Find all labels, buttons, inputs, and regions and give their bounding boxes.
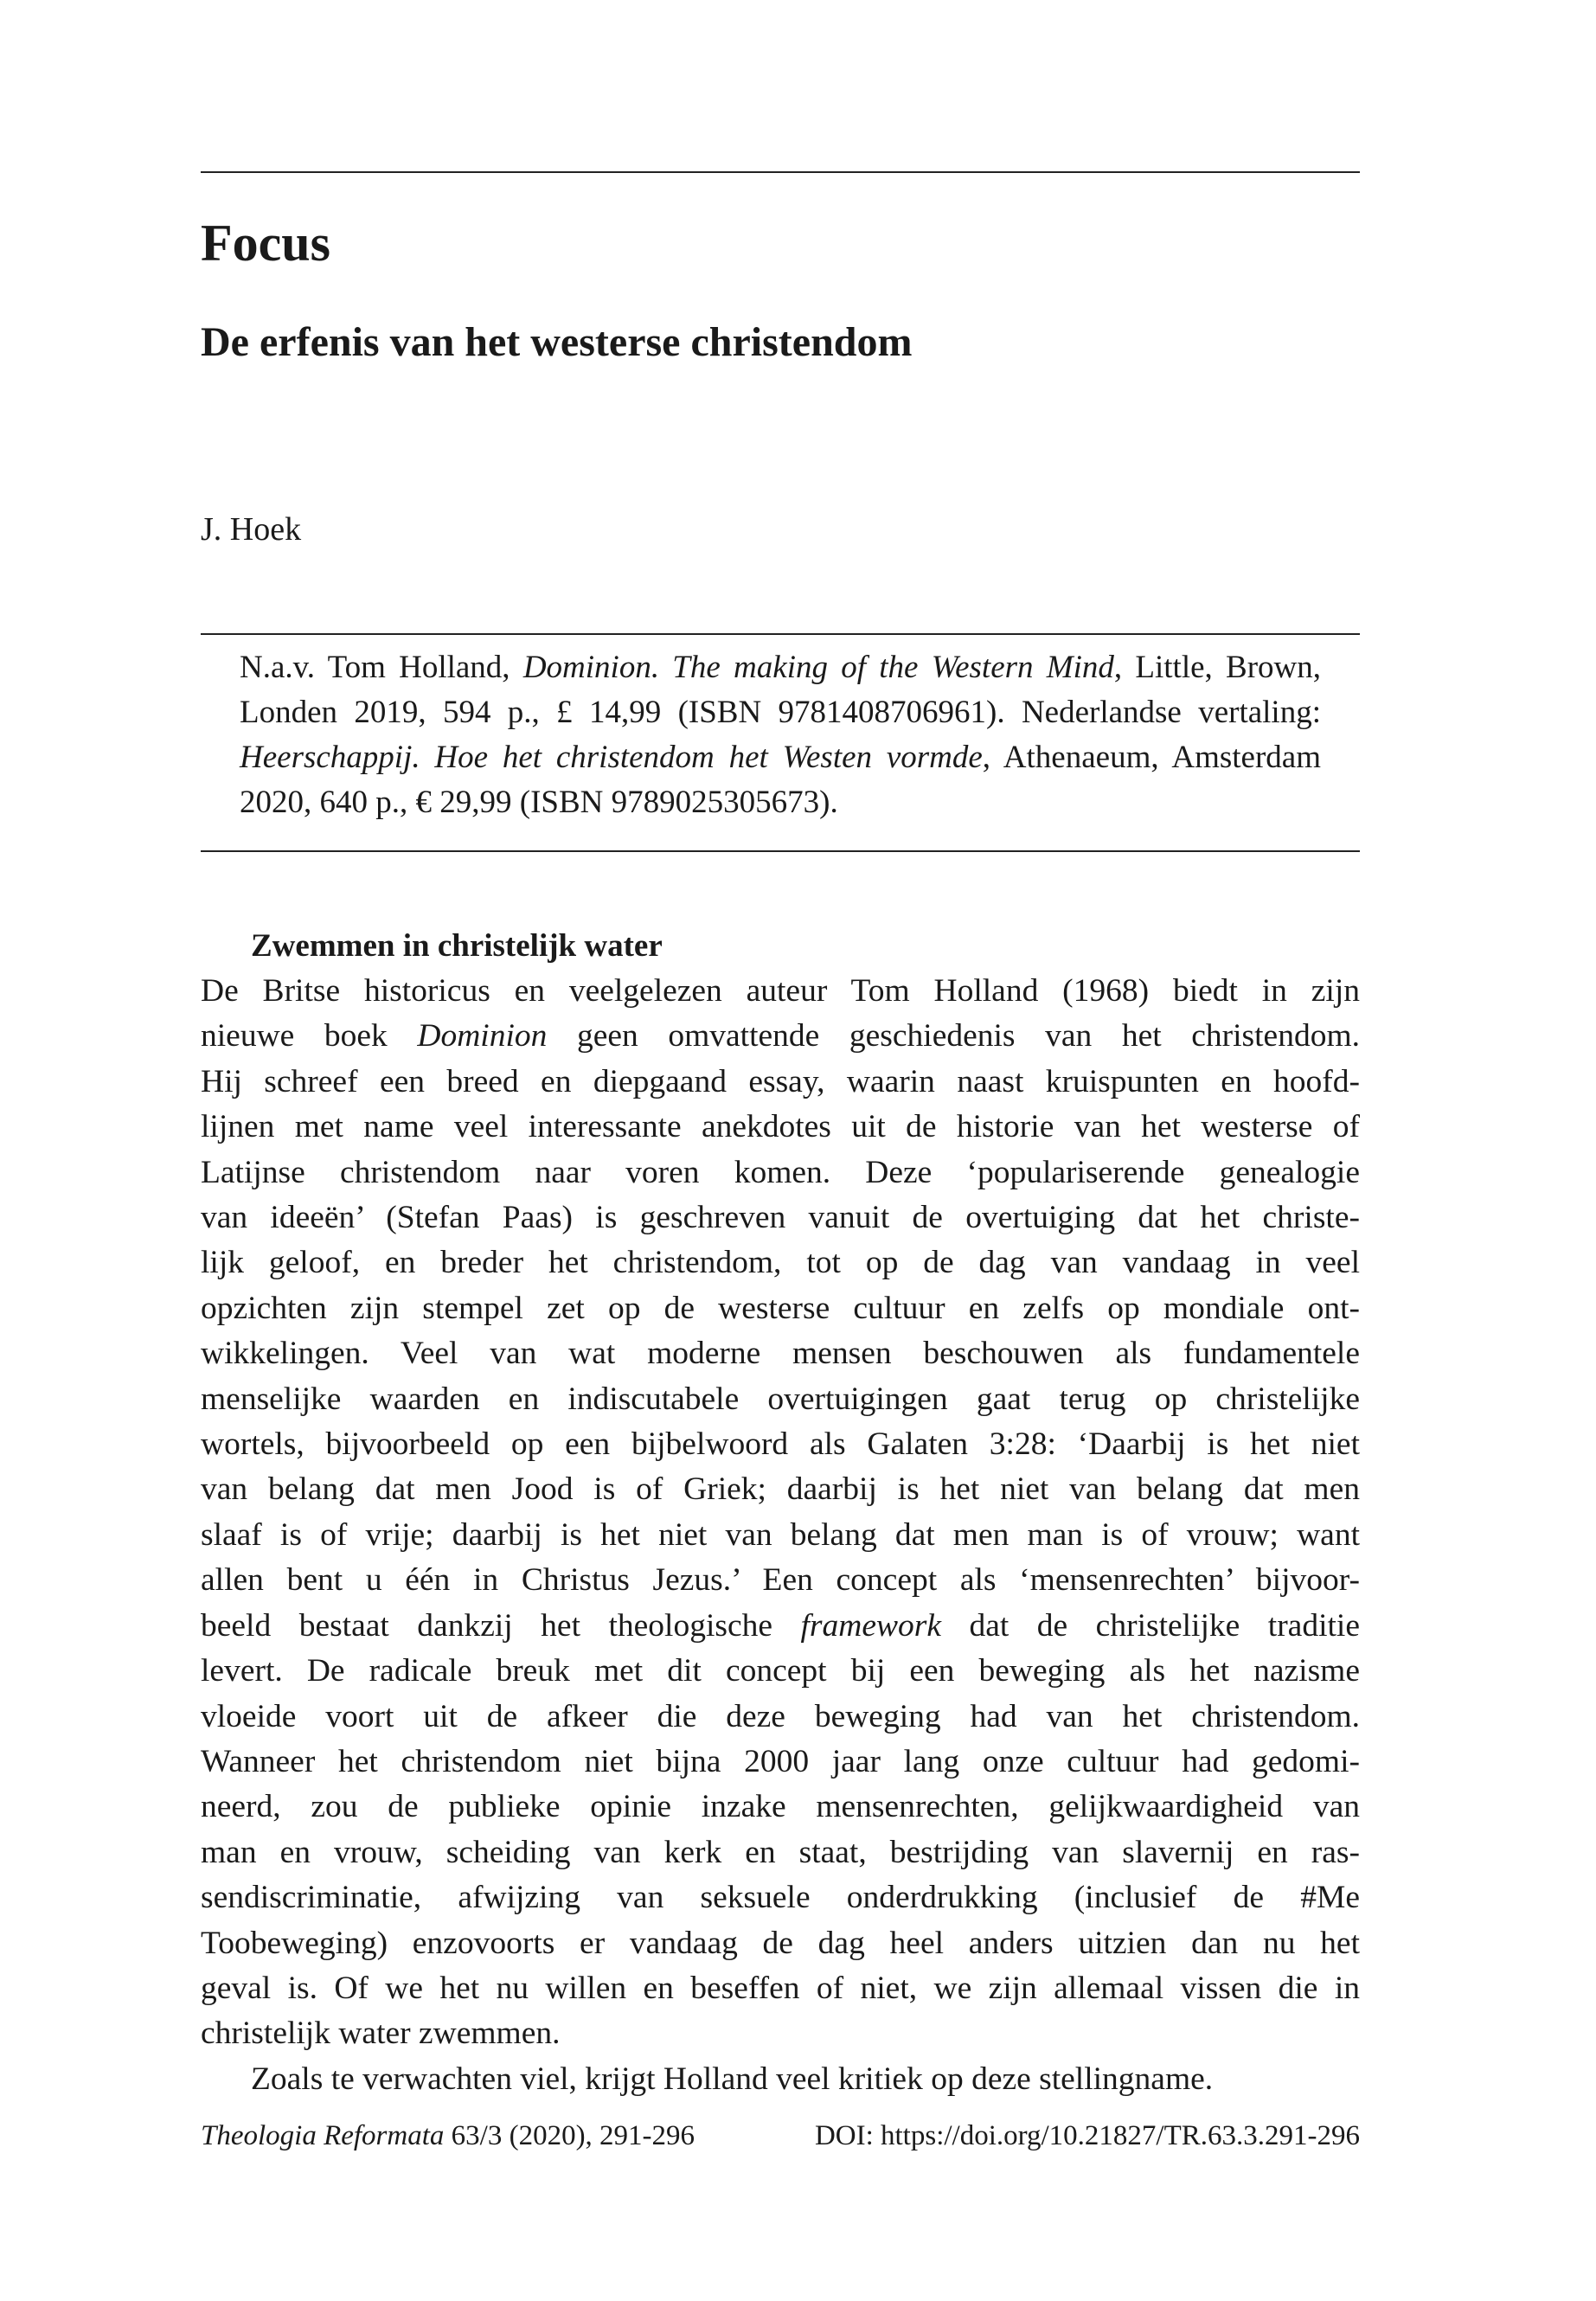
reference-book-title: Dominion. The making of the Western Mind: [522, 650, 1114, 685]
paragraph-2: [201, 2057, 1360, 2102]
text-line: [201, 1604, 1360, 1649]
paragraph-1: [201, 969, 1360, 2057]
body-text: [201, 969, 1360, 2102]
text-line: Toobeweging) enzovoorts er vandaag de dag heel anders uitzien dan nu het: [201, 1925, 1360, 1961]
section-heading: Zwemmen in christelijk water: [251, 928, 663, 964]
text-line: allen bent u één in Christus Jezus.’ Een concept als ‘mensenrechten’ bijvoor-: [201, 1562, 1360, 1599]
text-span-italic: framework: [800, 1607, 941, 1644]
text-line: [201, 1014, 1360, 1059]
text-line: christelijk water zwemmen.: [201, 2016, 561, 2052]
section-label: Focus: [201, 215, 330, 272]
footer-citation: [201, 2119, 695, 2154]
text-line: lijnen met name veel interessante anekdotes uit de historie van het westerse of: [201, 1109, 1360, 1145]
text-line: wikkelingen. Veel van wat moderne mensen beschouwen als fundamentele: [201, 1336, 1360, 1372]
text-span: dat de christelijke traditie: [941, 1607, 1360, 1644]
text-line: Latijnse christendom naar voren komen. Deze ‘populariserende genealogie: [201, 1154, 1360, 1190]
text-line: slaaf is of vrije; daarbij is het niet van belang dat men man is of vrouw; want: [201, 1516, 1360, 1553]
reference-bottom-rule: [201, 850, 1360, 852]
reference-details: , Little, Brown, Londen 2019, 594 p., £ 14,99 (ISBN 9781408706961). Nederlandse vertaling:: [240, 650, 1321, 730]
footer-doi: DOI: https://doi.org/10.21827/TR.63.3.291-296: [814, 2120, 1360, 2151]
text-line: wortels, bijvoorbeeld op een bijbelwoord als Galaten 3:28: ‘Daarbij is het niet: [201, 1426, 1360, 1463]
text-span: nieuwe boek: [201, 1018, 418, 1054]
top-rule: [201, 171, 1360, 173]
text-line: levert. De radicale breuk met dit concept bij een beweging als het nazisme: [201, 1653, 1360, 1689]
text-line: van ideeën’ (Stefan Paas) is geschreven vanuit de overtuiging dat het christe-: [201, 1200, 1360, 1236]
reference-prefix: N.a.v. Tom Holland,: [240, 650, 523, 685]
book-reference: [240, 645, 1321, 825]
text-line: De Britse historicus en veelgelezen auteur Tom Holland (1968) biedt in zijn: [201, 973, 1360, 1009]
text-line: man en vrouw, scheiding van kerk en staat, bestrijding van slavernij en ras-: [201, 1834, 1360, 1870]
text-line: neerd, zou de publieke opinie inzake mensenrechten, gelijkwaardigheid van: [201, 1789, 1360, 1825]
text-line: Zoals te verwachten viel, krijgt Holland veel kritiek op deze stellingname.: [251, 2061, 1214, 2097]
text-line: Wanneer het christendom niet bijna 2000 jaar lang onze cultuur had gedomi-: [201, 1743, 1360, 1779]
text-span: beeld bestaat dankzij het theologische: [201, 1607, 801, 1644]
text-line: menselijke waarden en indiscutabele overtuigingen gaat terug op christelijke: [201, 1381, 1360, 1417]
text-line: van belang dat men Jood is of Griek; daarbij is het niet van belang dat men: [201, 1471, 1360, 1508]
text-span-italic: Dominion: [417, 1018, 548, 1054]
author: J. Hoek: [201, 511, 302, 548]
journal-name: Theologia Reformata: [201, 2120, 445, 2151]
reference-translation-details: , Athenaeum, Amsterdam 2020, 640 p., € 29,99 (ISBN 9789025305673).: [240, 740, 1321, 820]
text-line: opzichten zijn stempel zet op de westerse cultuur en zelfs op mondiale ont-: [201, 1290, 1360, 1326]
text-line: geval is. Of we het nu willen en beseffen of niet, we zijn allemaal vissen die in: [201, 1970, 1360, 2006]
text-span: geen omvattende geschiedenis van het christendom.: [547, 1018, 1360, 1054]
text-line: sendiscriminatie, afwijzing van seksuele onderdrukking (inclusief de #Me: [201, 1880, 1360, 1916]
reference-translation-title: Heerschappij. Hoe het christendom het Westen vormde: [240, 740, 983, 775]
journal-issue: 63/3 (2020), 291-296: [444, 2120, 695, 2151]
reference-top-rule: [201, 633, 1360, 635]
text-line: lijk geloof, en breder het christendom, tot op de dag van vandaag in veel: [201, 1245, 1360, 1281]
text-line: Hij schreef een breed en diepgaand essay, waarin naast kruispunten en hoofd-: [201, 1063, 1360, 1099]
text-line: vloeide voort uit de afkeer die deze beweging had van het christendom.: [201, 1698, 1360, 1734]
article-title: De erfenis van het westerse christendom: [201, 319, 913, 365]
